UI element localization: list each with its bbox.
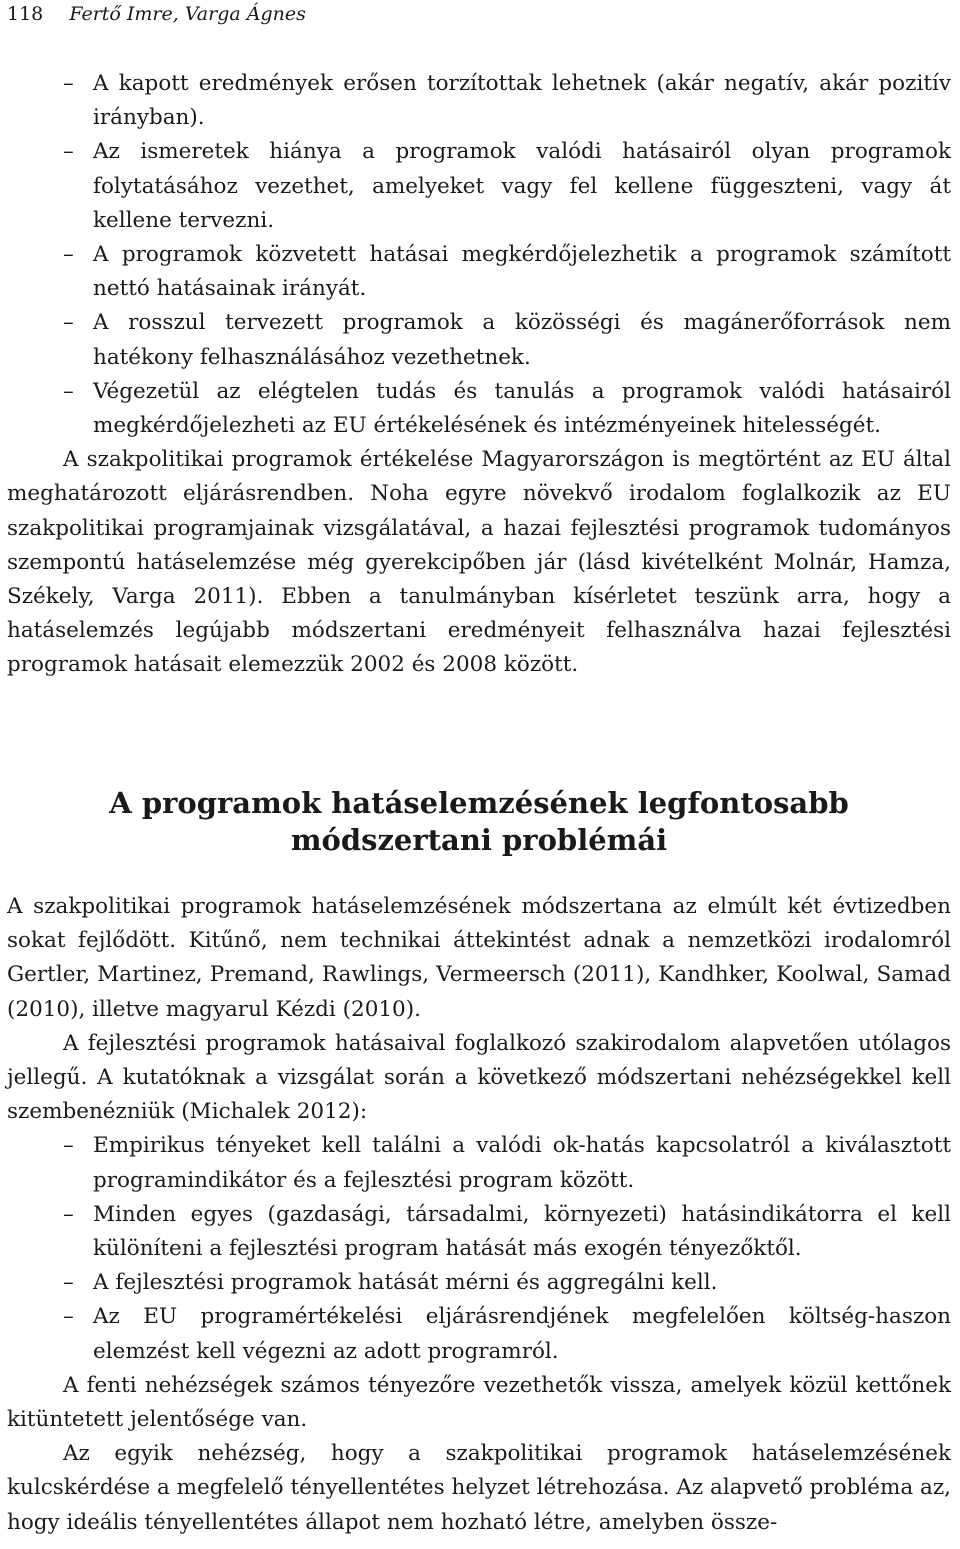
section-heading-line: módszertani problémái <box>290 823 668 857</box>
list-item: – A fejlesztési programok hatását mérni és aggregálni kell. <box>7 1266 951 1300</box>
list-item: – Végezetül az elégtelen tudás és tanulás a programok valódi hatásairól megkérdőjelezheti az EU értékelésének és intézményeinek hitelességét. <box>7 375 951 443</box>
running-header-authors: Fertő Imre, Varga Ágnes <box>69 3 306 25</box>
running-header <box>7 2 306 26</box>
text-block-section <box>7 890 951 1540</box>
consequences-list <box>7 67 951 443</box>
difficulties-list <box>7 1129 951 1368</box>
list-item: – Empirikus tényeket kell találni a valódi ok-hatás kapcsolatról a kiválasztott programindikátor és a fejlesztési program között. <box>7 1129 951 1197</box>
list-item: – A rosszul tervezett programok a közösségi és magánerőforrások nem hatékony felhasználásához vezethetnek. <box>7 306 951 374</box>
list-item: – Az ismeretek hiánya a programok valódi hatásairól olyan programok folytatásához vezethet, amelyeket vagy fel kellene függeszteni, vagy át kellene tervezni. <box>7 135 951 238</box>
body-paragraph: A szakpolitikai programok hatáselemzésének módszertana az elmúlt két évtizedben sokat fejlődött. Kitűnő, nem technikai áttekintést adnak a nemzetközi irodalomról Gertler, Martinez, Premand, Rawlings, Vermeersch (2011), Kandhker, Koolwal, Samad (2010), illetve magyarul Kézdi (2010). <box>7 894 951 1022</box>
body-paragraph: A szakpolitikai programok értékelése Magyarországon is megtörtént az EU által meghatározott eljárásrendben. Noha egyre növekvő irodalom foglalkozik az EU szakpolitikai programjainak vizsgálatával, a hazai fejlesztési programok tudományos szempontú hatáselemzése még gyerekcipőben jár (lásd kivételként Molnár, Hamza, Székely, Varga 2011). Ebben a tanulmányban kísérletet teszünk arra, hogy a hatáselemzés legújabb módszertani eredményeit felhasználva hazai fejlesztési programok hatásait elemezzük 2002 és 2008 között. <box>7 447 951 678</box>
list-item: – A programok közvetett hatásai megkérdőjelezhetik a programok számított nettó hatásainak irányát. <box>7 238 951 306</box>
page-number: 118 <box>7 3 44 25</box>
body-paragraph: A fejlesztési programok hatásaival foglalkozó szakirodalom alapvetően utólagos jellegű. A kutatóknak a vizsgálat során a következő módszertani nehézségekkel kell szembenézniük (Michalek 2012): <box>7 1030 951 1125</box>
text-block-top <box>7 67 951 683</box>
list-item: – A kapott eredmények erősen torzítottak lehetnek (akár negatív, akár pozitív irányban). <box>7 67 951 135</box>
list-item: – Az EU programértékelési eljárásrendjének megfelelően költség-haszon elemzést kell végezni az adott programról. <box>7 1300 951 1368</box>
section-heading-line: A programok hatáselemzésének legfontosabb <box>109 786 849 820</box>
list-item: – Minden egyes (gazdasági, társadalmi, környezeti) hatásindikátorra el kell különíteni a fejlesztési program hatását más exogén tényezőktől. <box>7 1198 951 1266</box>
section-heading <box>7 785 951 859</box>
body-paragraph: Az egyik nehézség, hogy a szakpolitikai programok hatáselemzésének kulcskérdése a megfelelő tényellentétes helyzet létrehozása. Az alapvető probléma az, hogy ideális tényellentétes állapot nem hozható létre, amelyben össze- <box>7 1441 951 1535</box>
body-paragraph: A fenti nehézségek számos tényezőre vezethetők vissza, amelyek közül kettőnek kitüntetett jelentősége van. <box>7 1372 951 1433</box>
